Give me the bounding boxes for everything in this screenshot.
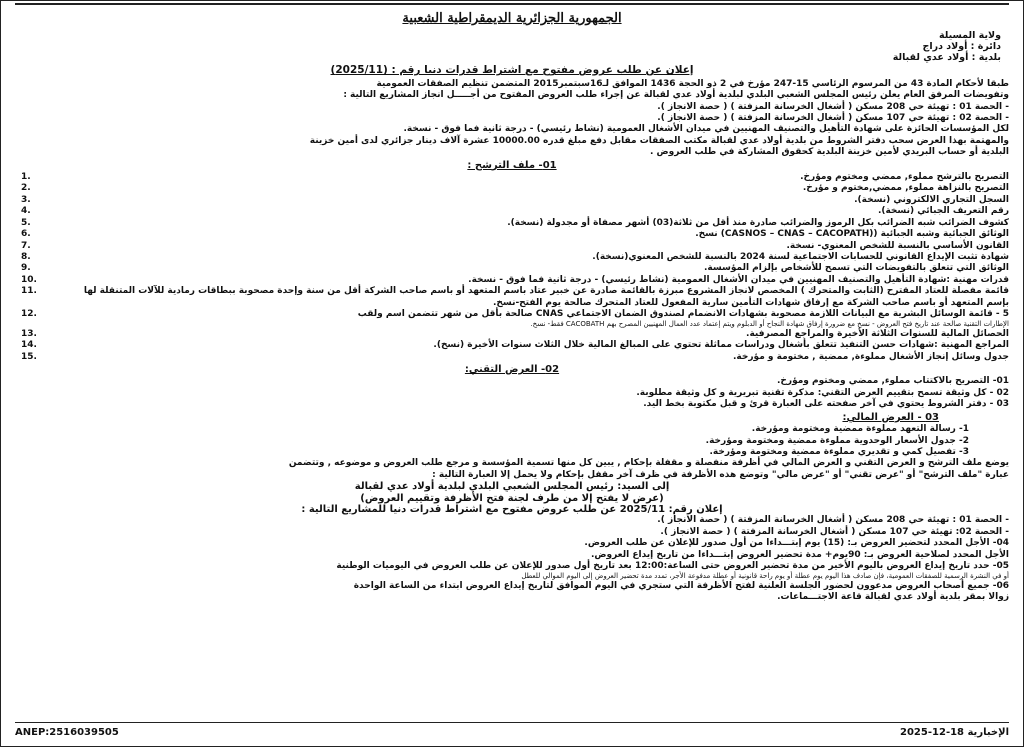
withdrawal-text: البلدية أو حساب البريدي لأمين خزينة البلدية كحقوق المشاركة في طلب العروض . (650, 147, 1009, 158)
lot-line: - الحصة 01 : تهيئة حي 208 مسكن ( أشغال الخرسانة المزفتة ) ( حصة الانجاز ). (657, 515, 1009, 526)
list-item: جدول وسائل إنجاز الأشغال مملوءة, ممضية , مختومة و مؤرخة. 15. (21, 351, 1009, 362)
address-block (15, 481, 1009, 515)
withdrawal-text: والمهتمة بهذا العرض سحب دفتر الشروط من بلدية أولاد عدي لقبالة مكتب الصفقات مقابل دفع مبلغ قدره 10000.00 عشرة آلاف دينار جزائري لدى أمين خزينة (309, 135, 1009, 146)
list-item: شهادة تثبت الإيداع القانوني للحسابات الاجتماعية لسنة 2024 بالنسبة للشخص المعنوي(نسخة). 8. (21, 251, 1009, 262)
header-commune: بلدية : أولاد عدي لقبالة (892, 52, 1001, 64)
section-2-title: 02- العرض التقني: (464, 364, 560, 376)
list-item: قدرات مهنية :شهادة التأهيل والتصنيف المهنيين في ميدان الأشغال العمومية (نشاط رئيسي) - درجة ثانية فما فوق - نسخة. 10. (21, 274, 1009, 285)
list-item: 01- التصريح بالاكتتاب مملوء, ممضي ومختوم ومؤرخ. (777, 376, 1009, 387)
intro-line: وتفويضات المرفق العام يعلن رئيس المجلس الشعبي البلدي لبلدية أولاد عدي لقبالة عن إجراء طلب العروض المفتوح من أجـــــل انجاز المشاريع التالية : (343, 90, 1009, 101)
header-daira: دائرة : أولاد دراج (922, 41, 1001, 53)
eligibility-text: لكل المؤسسات الحائزة على شهادة التأهيل والتصنيف المهنيين في ميدان الأشغال العمومية (نشاط رئيسي) - درجة ثانية فما فوق - نسخة. (403, 124, 1009, 135)
list-item: الوثائق الجبائية وشبه الجبائية ((CASNOS – CNAS – CACOPATH) نسخ. 6. (21, 229, 1009, 240)
list-item: رقم التعريف الجبائي (نسخة). 4. (21, 206, 1009, 217)
section-3-title: 03 - العرض المالي: (842, 411, 939, 423)
section-1-title: 01- ملف الترشح : (467, 159, 557, 171)
list-item: 02 - كل وثيقة تسمح بتقييم العرض التقني: مذكرة تقنية تبريرية و كل وثيقة مطلوبة. (636, 387, 1009, 398)
item-12-note: الإطارات التقنية صالحة عند تاريخ فتح العروض - نسخ مع ضرورة إرفاق شهادة النجاح أو الدبلوم ويتم إعتماد عدد العمال المهنيين المصرح بهم CACOBATH فقط- نسخ. (530, 320, 1009, 329)
closing-note: أو في النشرة الرسمية للصفقات العمومية، فإن صادف هذا اليوم يوم عطلة أو يوم راحة قانونية أو عطلة مدفوعة الأجر، تمدد مدة تحضير العروض إلى اليوم الموالي للعطل (521, 572, 1009, 581)
lot-line: - الحصة 02 : تهيئة حي 107 مسكن ( أشغال الخرسانة المزفتة ) ( حصة الانجاز ). (657, 113, 1009, 124)
section-2-list (15, 376, 1009, 410)
announcement-title: إعلان عن طلب عروض مفتوح مع اشتراط قدرات دنيا رقم : (2025/11) (330, 64, 694, 77)
list-item: الوثائق التي تتعلق بالتفويضات التي تسمح للأشخاص بإلزام المؤسسة. 9. (21, 263, 1009, 274)
list-item: 5 - قائمة الوسائل البشرية مع البيانات اللازمة مصحوبة بشهادات الانضمام لصندوق الضمان الاجتماعي CNAS صالحة بأقل من شهر تتضمن اسم ولقب 12. (21, 308, 1009, 319)
closing-line: 05- حدد تاريخ إيداع العروض باليوم الأخير من مدة تحضير العروض حتى الساعة:12:00 بعد تاريخ أول صدور للإعلان عن طلب العروض في اليوميات الوطنية (336, 560, 1009, 571)
address-line: إلى السيد: رئيس المجلس الشعبي البلدي لبلدية أولاد عدي لقبالة (354, 481, 670, 493)
envelope-line: عبارة "ملف الترشح" أو "عرض تقني" أو "عرض مالي" وتوضع هذه الأظرفة في ظرف آخر مقفل بإحكام ولا يحمل إلا العبارة التالية : (432, 469, 1009, 480)
list-item: قائمة مفصلة للعتاد المقترح (الثابت والمتحرك ) المخصص لانجاز المشروع مبرزة بالقائمة صادرة عن خبير عتاد باسم المتعهد أو باسم صاحب الشركة أقل من سنة وإحدة مصحوبة ببطاقات رمادية للآلات المتنقلة لها بإسم المتعهد أو باسم صاحب الشركة مع إرفاق شهادات التأمين سارية المفعول للعتاد المتحرك صالحة يوم الفتح-نسخ. 11. (21, 286, 1009, 308)
list-item: التصريح بالنزاهة مملوء, ممضي,مختوم و مؤرخ. 2. (21, 183, 1009, 194)
closing-line: 06- جميع أصحاب العروض مدعوون لحضور الجلسة العلنية لفتح الأظرفة التي ستجري في اليوم الموافق لتاريخ إيداع العروض ابتداء من الساعة الواحدة (353, 580, 1009, 591)
closing-block (15, 538, 1009, 604)
newspaper-date: الإخبارية 18-12-2025 (900, 727, 1009, 739)
list-item: 03 - دفتر الشروط يحتوي في آخر صفحته على العبارة قرئ و قبل مكتوبة بخط اليد. (643, 399, 1009, 410)
anep-reference: ANEP:2516039505 (15, 727, 119, 739)
list-item: المراجع المهنية :شهادات حسن التنفيذ تتعلق بأشغال ودراسات مماثلة تحتوي على المبالغ المالية خلال الثلاث سنوات الأخيرة (نسخ). 14. (21, 340, 1009, 351)
lot-line: - الحصة 01 : تهيئة حي 208 مسكن ( أشغال الخرسانة المزفتة ) ( حصة الانجاز ). (657, 101, 1009, 112)
list-item: كشوف الضرائب شبه الضرائب بكل الرموز والضرائب صادرة منذ أقل من ثلاثة(03) أشهر مصفاة أو مجدولة (نسخة). 5. (21, 217, 1009, 228)
list-item: القانون الأساسي بالنسبة للشخص المعنوي- نسخة. 7. (21, 240, 1009, 251)
list-item: 2- جدول الأسعار الوحدوية مملوءة ممضية ومختومة ومؤرخة. (705, 435, 969, 446)
closing-line: زوالا بمقر بلدية أولاد عدي لقبالة قاعة الاجتـــماعات. (777, 592, 1009, 603)
section-3-list (15, 424, 1009, 458)
intro-block (15, 79, 1009, 125)
closing-line: 04- الأجل المحدد لتحضير العروض بـ: (15) يوم إبتـــداءا من أول صدور للإعلان عن طلب العروض. (584, 538, 1009, 549)
list-item: الحصائل المالية للسنوات الثلاثة الأخيرة والمراجع المصرفية. 13. (21, 328, 1009, 339)
top-rule (15, 3, 1009, 5)
footer (15, 722, 1009, 740)
issuer-header (15, 30, 1001, 63)
intro-line: طبقا لأحكام المادة 43 من المرسوم الرئاسي 15-247 مؤرخ في 2 ذو الحجة 1436 الموافق لـ16سبتمبر2015 المتضمن تنظيم الصفقات العمومية (376, 78, 1009, 89)
page-title: الجمهورية الجزائرية الديمقراطية الشعبية (402, 11, 622, 26)
closing-line: الأجل المحدد لصلاحية العروض بـ: 90يوم+ مدة تحضير العروض إبتـــداءا من تاريخ إيداع العروض. (590, 549, 1009, 560)
lots-repeat (15, 515, 1009, 538)
header-wilaya: ولاية المسيلة (939, 30, 1001, 42)
list-item: 1- رسالة التعهد مملوءة ممضية ومختومة ومؤرخة. (751, 424, 969, 435)
address-line: (عرض لا يفتح إلا من طرف لجنة فتح الأظرفة وتقييم العروض) (360, 492, 664, 504)
lot-line: - الحصة 02: تهيئة حي 107 مسكن ( أشغال الخرسانة المزفتة ) ( حصة الانجاز ). (660, 526, 1009, 537)
list-item: 3- تفصيل كمي و تقديري مملوءة ممضية ومختومة ومؤرخة. (709, 446, 969, 457)
list-item: التصريح بالترشح مملوء, ممضي ومختوم ومؤرخ. 1. (21, 172, 1009, 183)
envelope-instructions (15, 458, 1009, 481)
address-ref: إعلان رقم: 2025/11 عن طلب عروض مفتوح مع اشتراط قدرات دنيا للمشاريع التالية : (301, 503, 723, 515)
section-1-list (15, 172, 1009, 363)
list-item: السجل التجاري الالكتروني (نسخة). 3. (21, 194, 1009, 205)
envelope-line: يوضع ملف الترشح و العرض التقني و العرض المالي في أظرفة منفصلة و مقفلة بإحكام , يبين كل منها تسمية المؤسسة و مرجع طلب العروض و موضوعه , وتتضمن (288, 458, 1009, 469)
